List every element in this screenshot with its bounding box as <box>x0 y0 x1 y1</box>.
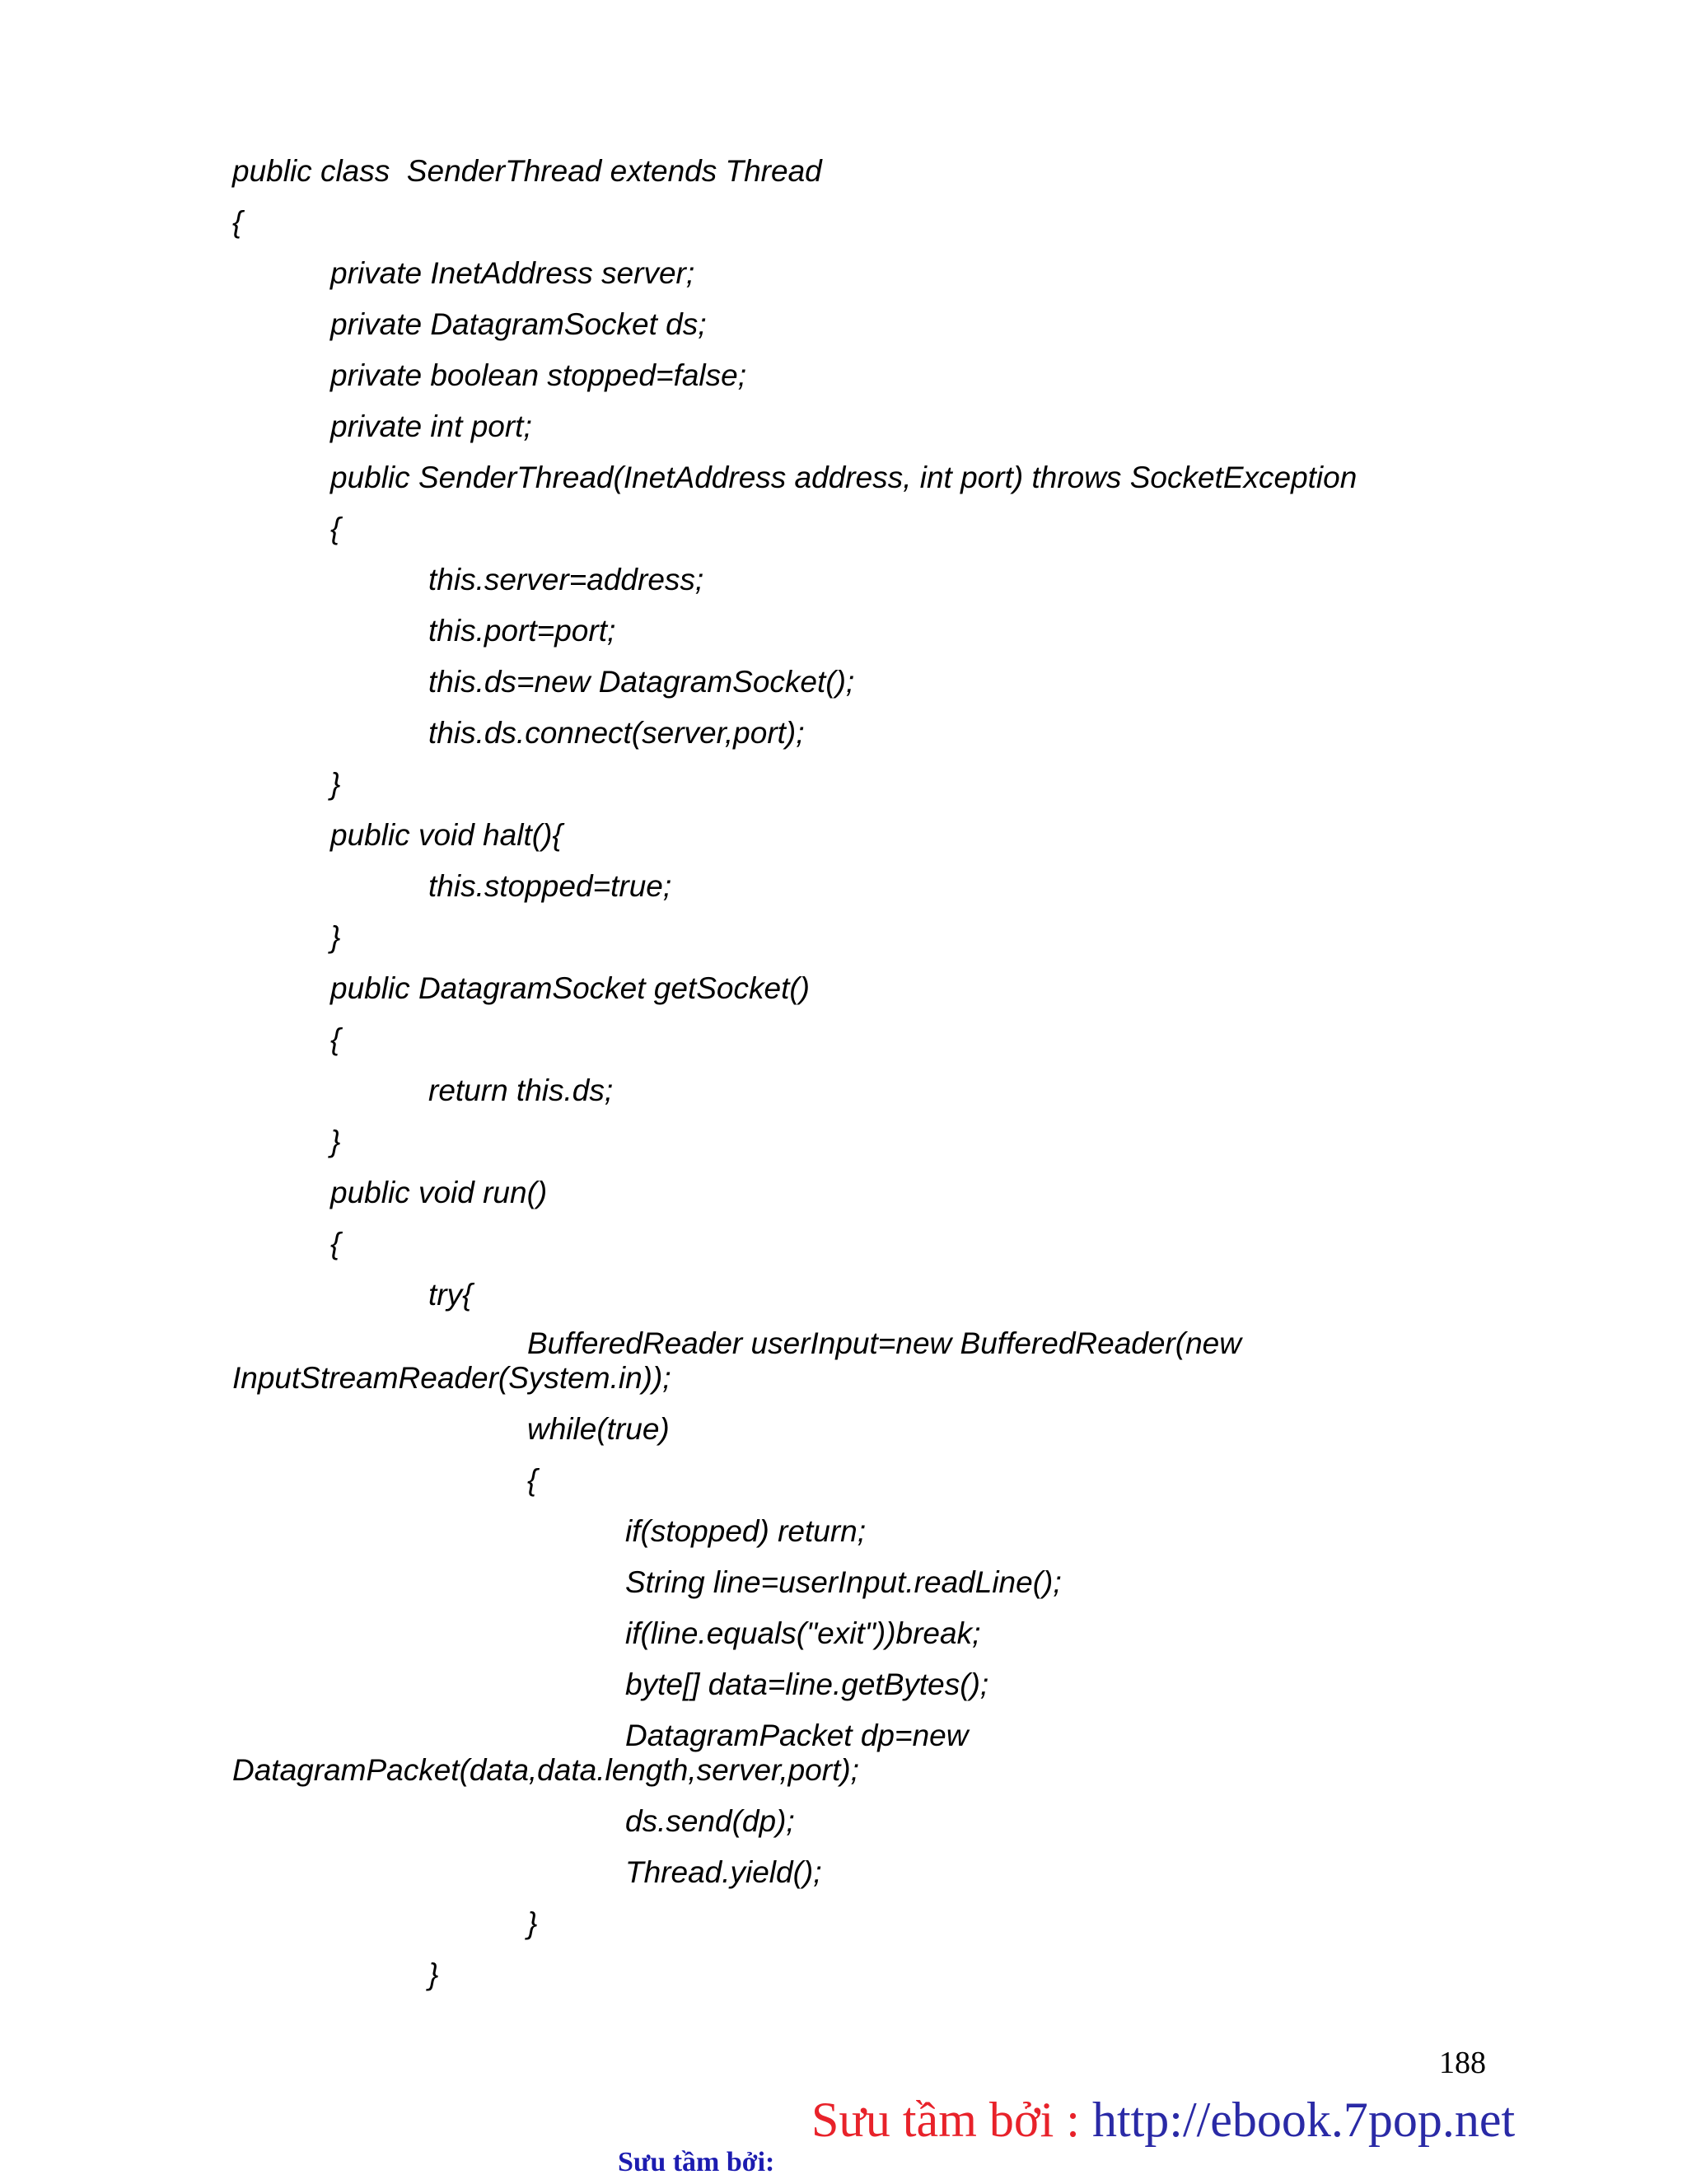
code-line: public void run() <box>330 1176 548 1209</box>
code-line: public DatagramSocket getSocket() <box>330 971 810 1005</box>
code-line: { <box>527 1463 538 1497</box>
code-line: this.server=address; <box>428 563 704 596</box>
code-line: public void halt(){ <box>330 818 563 852</box>
code-line: this.stopped=true; <box>428 869 672 903</box>
code-line: } <box>428 1957 439 1991</box>
code-line: } <box>330 1125 341 1158</box>
code-line: if(line.equals("exit"))break; <box>625 1616 981 1650</box>
code-line: this.port=port; <box>428 614 616 648</box>
code-line: public SenderThread(InetAddress address, int port) throws SocketException <box>330 461 1358 494</box>
code-line: String line=userInput.readLine(); <box>625 1565 1062 1599</box>
code-line: { <box>330 512 341 545</box>
code-line: private InetAddress server; <box>330 256 695 290</box>
code-line: private DatagramSocket ds; <box>330 307 707 341</box>
code-line: while(true) <box>527 1412 670 1446</box>
code-line: { <box>330 1227 341 1260</box>
code-line: InputStreamReader(System.in)); <box>232 1361 671 1395</box>
code-line: { <box>232 205 243 239</box>
code-line: Thread.yield(); <box>625 1855 822 1889</box>
footer-credit: Sưu tầm bởi: <box>618 2147 775 2177</box>
code-line: byte[] data=line.getBytes(); <box>625 1667 989 1701</box>
code-line: BufferedReader userInput=new BufferedReader(new <box>527 1326 1241 1360</box>
watermark-prefix: Sưu tầm bởi : <box>811 2093 1092 2147</box>
code-line: private boolean stopped=false; <box>330 358 747 392</box>
code-line: if(stopped) return; <box>625 1514 867 1548</box>
code-line: } <box>330 767 341 801</box>
code-line: this.ds.connect(server,port); <box>428 716 805 750</box>
code-line: private int port; <box>330 409 532 443</box>
code-line: } <box>527 1906 538 1940</box>
watermark <box>811 2091 1515 2149</box>
code-line: } <box>330 920 341 954</box>
code-line: try{ <box>428 1278 473 1312</box>
code-line: DatagramPacket(data,data.length,server,port); <box>232 1753 859 1787</box>
code-line: { <box>330 1022 341 1056</box>
page-number: 188 <box>1439 2046 1486 2080</box>
code-line: public class SenderThread extends Thread <box>232 154 822 188</box>
code-line: DatagramPacket dp=new <box>625 1719 969 1752</box>
code-line: return this.ds; <box>428 1073 614 1107</box>
code-line: this.ds=new DatagramSocket(); <box>428 665 855 699</box>
code-line: ds.send(dp); <box>625 1804 795 1838</box>
watermark-url: http://ebook.7pop.net <box>1091 2093 1516 2147</box>
